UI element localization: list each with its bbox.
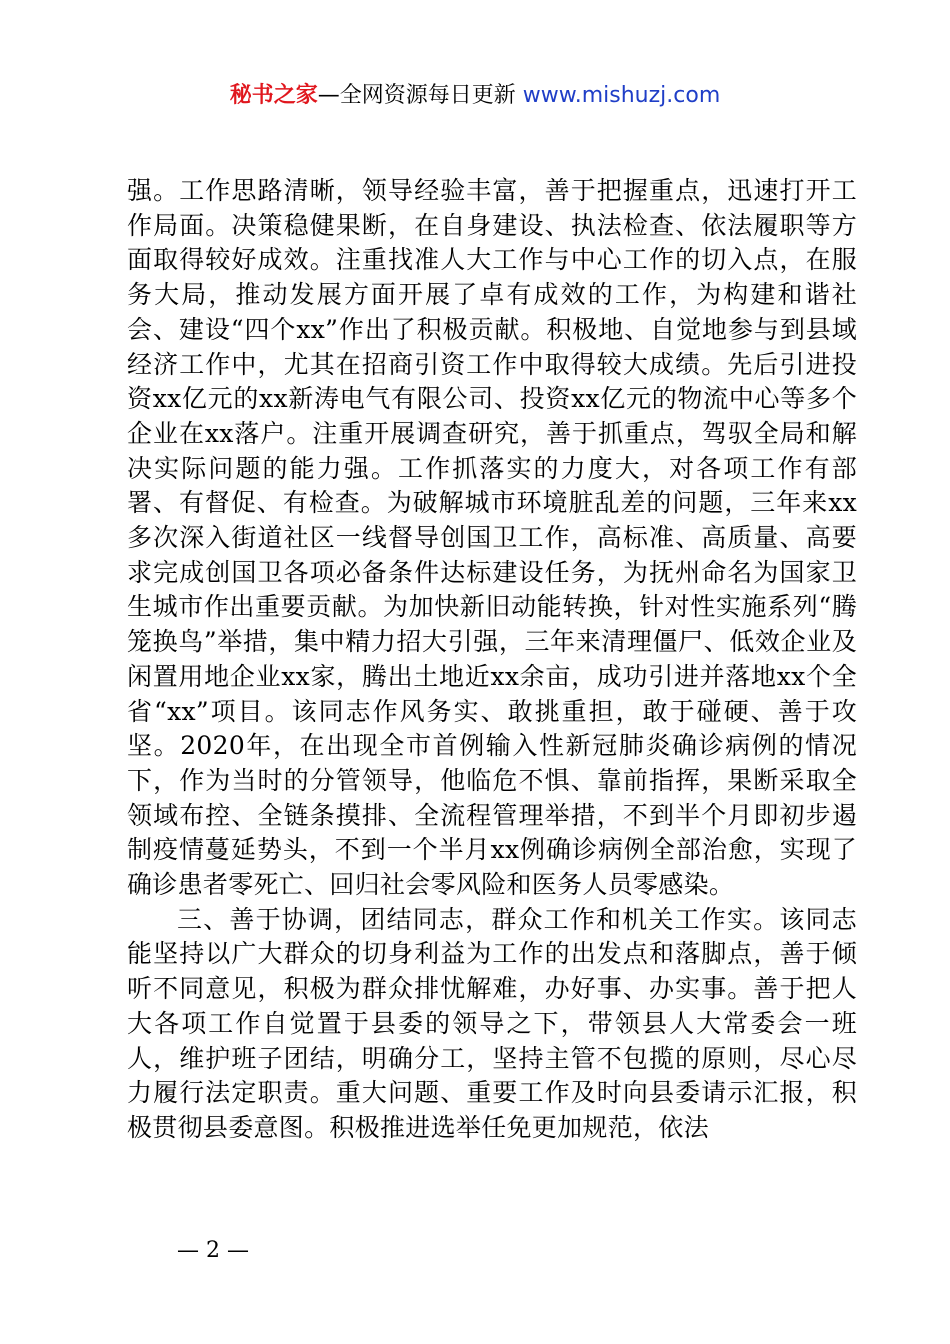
header-tagline: —全网资源每日更新: [317, 83, 523, 108]
document-body: [127, 174, 857, 1146]
page-number: — 2 —: [177, 1238, 249, 1263]
paragraph-section-three: 三、善于协调，团结同志，群众工作和机关工作实。该同志能坚持以广大群众的切身利益为工作的出发点和落脚点，善于倾听不同意见，积极为群众排忧解难，办好事、办实事。善于把人大各项工作自觉置于县委的领导之下，带领县人大常委会一班人，维护班子团结，明确分工，坚持主管不包揽的原则，尽心尽力履行法定职责。重大问题、重要工作及时向县委请示汇报，积极贯彻县委意图。积极推进选举任免更加规范，依法: [127, 904, 857, 1142]
paragraph-continued: 强。工作思路清晰，领导经验丰富，善于把握重点，迅速打开工作局面。决策稳健果断，在自身建设、执法检查、依法履职等方面取得较好成效。注重找准人大工作与中心工作的切入点，在服务大局，推动发展方面开展了卓有成效的工作，为构建和谐社会、建设“四个xx”作出了积极贡献。积极地、自觉地参与到县域经济工作中，尤其在招商引资工作中取得较大成绩。先后引进投资xx亿元的xx新涛电气有限公司、投资xx亿元的物流中心等多个企业在xx落户。注重开展调查研究，善于抓重点，驾驭全局和解决实际问题的能力强。工作抓落实的力度大，对各项工作有部署、有督促、有检查。为破解城市环境脏乱差的问题，三年来xx多次深入街道社区一线督导创国卫工作，高标准、高质量、高要求完成创国卫各项必备条件达标建设任务，为抚州命名为国家卫生城市作出重要贡献。为加快新旧动能转换，针对性实施系列“腾笼换鸟”举措，集中精力招大引强，三年来清理僵尸、低效企业及闲置用地企业xx家，腾出土地近xx余亩，成功引进并落地xx个全省“xx”项目。该同志作风务实、敢挑重担，敢于碰硬、善于攻坚。2020年，在出现全市首例输入性新冠肺炎确诊病例的情况下，作为当时的分管领导，他临危不惧、靠前指挥，果断采取全领域布控、全链条摸排、全流程管理举措，不到半个月即初步遏制疫情蔓延势头，不到一个半月xx例确诊病例全部治愈，实现了确诊患者零死亡、回归社会零风险和医务人员零感染。: [127, 176, 857, 900]
brand-name: 秘书之家: [229, 83, 318, 108]
site-header: [0, 80, 950, 112]
site-url-link[interactable]: www.mishuzj.com: [522, 83, 721, 108]
